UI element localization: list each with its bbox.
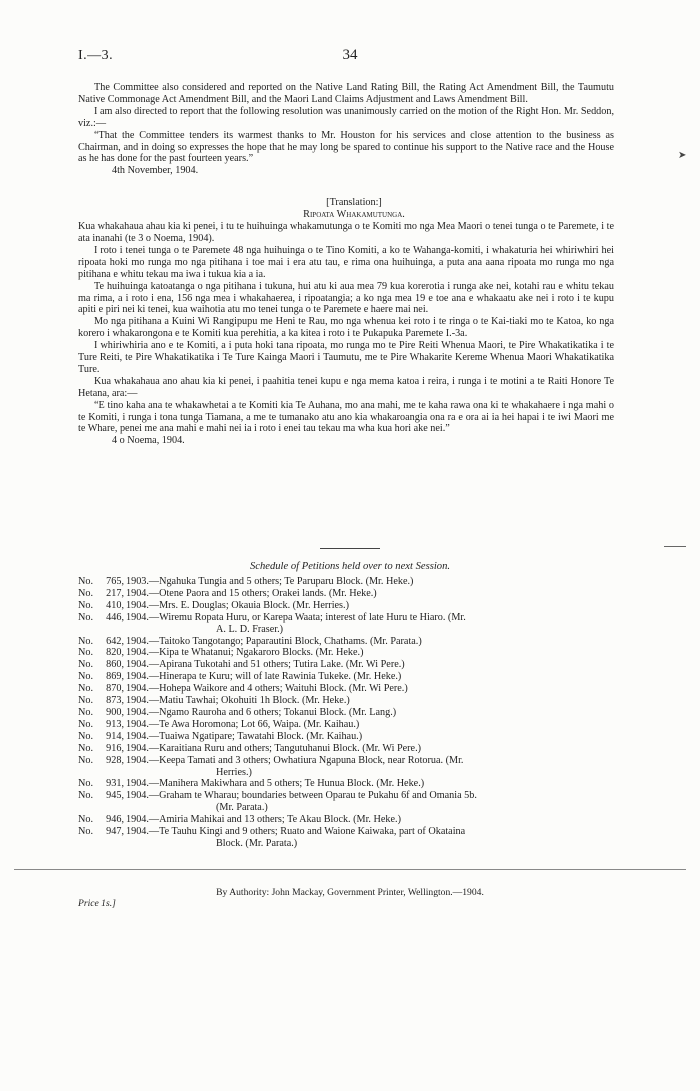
schedule-row bbox=[78, 612, 618, 636]
petition-description: 1904.—Manihera Makiwhara and 5 others; Te Hunua Block. (Mr. Heke.) bbox=[126, 778, 425, 790]
translation-paragraph: Kua whakahaua ano ahau kia ki penei, i paahitia tenei kupu e nga mema katoa i reira, i runga i te motini a te Raiti Honore Te Hetana, ara:— bbox=[78, 375, 614, 399]
petition-text bbox=[126, 659, 618, 671]
petition-text bbox=[126, 576, 618, 588]
petition-continuation: Block. (Mr. Parata.) bbox=[216, 837, 298, 849]
row-no-label: No. bbox=[78, 599, 93, 611]
petition-description: 1904.—Hinerapa te Kuru; will of late Rawinia Tukeke. (Mr. Heke.) bbox=[126, 671, 402, 683]
translation-title: Ripoata Whakamutunga. bbox=[303, 209, 405, 221]
petition-number: 765, bbox=[106, 576, 124, 587]
row-no-label: No. bbox=[78, 706, 93, 718]
schedule-row bbox=[78, 600, 618, 612]
petition-description: 1904.—Otene Paora and 15 others; Orakei lands. (Mr. Heke.) bbox=[126, 587, 377, 599]
row-no-label: No. bbox=[78, 790, 93, 802]
petition-text bbox=[126, 647, 618, 659]
row-no-label: No. bbox=[78, 742, 93, 754]
schedule-row bbox=[78, 790, 618, 814]
row-no-label: No. bbox=[78, 778, 93, 790]
petition-description: 1904.—Matiu Tawhai; Okohuiti 1h Block. (Mr. Heke.) bbox=[126, 695, 350, 707]
translation-paragraph: I roto i tenei tunga o te Paremete 48 nga huihuinga o te Tino Komiti, a ko te Wahanga-komiti, i whakaturia hei whiriwhiri hei ripoata hoki mo runga mo nga pitihana i toe mai i era atu tau, e rima ona huihuinga, a puta ana aana ripoata mo runga mo nga pitihana e whitu tekau ma iwa i tukua kia a ia. bbox=[78, 244, 614, 280]
petition-description: 1904.—Apirana Tukotahi and 51 others; Tutira Lake. (Mr. Wi Pere.) bbox=[126, 659, 405, 671]
petition-description: 1904.—Keepa Tamati and 3 others; Owhatiura Ngapuna Block, near Rotorua. (Mr. bbox=[126, 754, 464, 766]
schedule-row bbox=[78, 695, 618, 707]
report-paragraph: The Committee also considered and reported on the Native Land Rating Bill, the Rating Act Amendment Bill, the Taumutu Native Commonage Act Amendment Bill, and the Maori Land Claims Adjustment and Laws Amendment Bill. bbox=[78, 82, 614, 105]
row-no-label: No. bbox=[78, 659, 93, 671]
footer-rule bbox=[14, 869, 686, 870]
petition-description: 1903.—Ngahuka Tungia and 5 others; Te Paruparu Block. (Mr. Heke.) bbox=[126, 576, 414, 587]
translation-label: [Translation:] bbox=[326, 197, 382, 209]
schedule-row bbox=[78, 719, 618, 731]
schedule-row bbox=[78, 755, 618, 779]
petition-text bbox=[126, 814, 618, 826]
schedule-row bbox=[78, 576, 618, 588]
petition-text bbox=[126, 790, 618, 814]
petition-number: 931, bbox=[106, 778, 124, 790]
translation-paragraph: Kua whakahaua ahau kia ki penei, i tu te huihuinga whakamutunga o te Komiti mo nga Mea Maori o tenei tunga o te Paremete, i te ata inanahi (te 3 o Noema, 1904). bbox=[78, 221, 614, 244]
petition-number: 410, bbox=[106, 599, 124, 611]
petition-description: 1904.—Karaitiana Ruru and others; Tangutuhanui Block. (Mr. Wi Pere.) bbox=[126, 742, 422, 754]
petition-description: 1904.—Kipa te Whatanui; Ngakaroro Blocks. (Mr. Heke.) bbox=[126, 647, 364, 659]
petition-continuation: Herries.) bbox=[216, 766, 252, 778]
petition-number: 642, bbox=[106, 635, 124, 647]
schedule-row bbox=[78, 814, 618, 826]
petition-number: 947, bbox=[106, 826, 124, 838]
page-number: 34 bbox=[342, 47, 358, 63]
petition-text bbox=[126, 600, 618, 612]
row-no-label: No. bbox=[78, 671, 93, 683]
schedule-row bbox=[78, 826, 618, 850]
petition-number: 873, bbox=[106, 695, 124, 707]
row-no-label: No. bbox=[78, 683, 93, 695]
petition-description: 1904.—Te Awa Horomona; Lot 66, Waipa. (Mr. Kaihau.) bbox=[126, 718, 360, 730]
report-date: 4th November, 1904. bbox=[112, 165, 199, 177]
petition-text bbox=[126, 707, 618, 719]
section-divider bbox=[320, 548, 380, 549]
report-reference: I.—3. bbox=[78, 48, 114, 63]
schedule-title: Schedule of Petitions held over to next Session. bbox=[249, 561, 451, 572]
petition-number: 860, bbox=[106, 659, 124, 671]
row-no-label: No. bbox=[78, 814, 93, 826]
schedule-row bbox=[78, 659, 618, 671]
petition-number: 217, bbox=[106, 587, 124, 599]
row-no-label: No. bbox=[78, 695, 93, 707]
schedule-row bbox=[78, 683, 618, 695]
report-paragraph: “That the Committee tenders its warmest thanks to Mr. Houston for his services and close attention to the business as Chairman, and in doing so expresses the hope that he may long be spared to continue his support to the Native race and the House as he has done for the past fourteen years.” bbox=[78, 129, 614, 165]
petition-text bbox=[126, 731, 618, 743]
petition-schedule bbox=[78, 576, 618, 850]
petition-description: 1904.—Taitoko Tangotango; Paparautini Block, Chathams. (Mr. Parata.) bbox=[126, 635, 422, 647]
petition-continuation: (Mr. Parata.) bbox=[216, 802, 268, 814]
row-no-label: No. bbox=[78, 576, 93, 587]
row-no-label: No. bbox=[78, 754, 93, 766]
petition-number: 900, bbox=[106, 706, 124, 718]
petition-description: 1904.—Te Tauhu Kingi and 9 others; Ruato and Waione Kaiwaka, part of Okataina bbox=[126, 826, 466, 838]
schedule-row bbox=[78, 707, 618, 719]
report-paragraph: I am also directed to report that the following resolution was unanimously carried on the motion of the Right Hon. Mr. Seddon, viz.:— bbox=[78, 105, 614, 129]
row-no-label: No. bbox=[78, 635, 93, 647]
margin-mark-icon: ➤ bbox=[678, 150, 687, 161]
petition-text bbox=[126, 755, 618, 779]
schedule-row bbox=[78, 731, 618, 743]
row-no-label: No. bbox=[78, 730, 93, 742]
translation-date: 4 o Noema, 1904. bbox=[112, 435, 185, 447]
petition-text bbox=[126, 683, 618, 695]
petition-number: 946, bbox=[106, 814, 124, 826]
petition-text bbox=[126, 588, 618, 600]
petition-description: 1904.—Amiria Mahikai and 13 others; Te Akau Block. (Mr. Heke.) bbox=[126, 814, 401, 826]
translation-paragraph: Mo nga pitihana a Kuini Wi Rangipupu me Heni te Rau, mo nga whenua kei roto i te ringa o te Kai-tiaki mo te Katoa, ko nga korero i whakarongona e te Komiti kua perehitia, a ka kitea i roto i te Pukapuka Paremete I.-3a. bbox=[78, 316, 614, 340]
petition-description: 1904.—Hohepa Waikore and 4 others; Waituhi Block. (Mr. Wi Pere.) bbox=[126, 683, 408, 695]
row-no-label: No. bbox=[78, 718, 93, 730]
schedule-row bbox=[78, 588, 618, 600]
petition-text bbox=[126, 695, 618, 707]
petition-number: 446, bbox=[106, 611, 124, 623]
petition-number: 913, bbox=[106, 718, 124, 730]
schedule-row bbox=[78, 743, 618, 755]
row-no-label: No. bbox=[78, 587, 93, 599]
translation-paragraph: I whiriwhiria ano e te Komiti, a i puta hoki tana ripoata, mo runga mo te Pire Reiti Whenua Maori, te Pire Whakatikatika i te Ture Reiti, te Pire Whakatikatika i Te Ture Kainga Maori i Taumutu, me te Pire Whakarite Kereme Whenua Maori Whakatikatika Ture. bbox=[78, 340, 614, 375]
report-body bbox=[78, 82, 614, 447]
row-no-label: No. bbox=[78, 611, 93, 623]
translation-paragraph: “E tino kaha ana te whakawhetai a te Komiti kia Te Auhana, mo ana mahi, me te kaha rawa ona ki te whakahaere i nga mahi o te Komiti, i runga i tona tunga Tiamana, a me te tumanako atu ano kia whakaroangia ona ra e ora ai ia hei hapai i te iwi Maori me te Whare, penei me ana mahi e mahi nei ia i roto i enei tau tekau ma wha kua hori ake nei.” bbox=[78, 399, 614, 435]
petition-description: 1904.—Wiremu Ropata Huru, or Karepa Waata; interest of late Huru te Hiaro. (Mr. bbox=[126, 611, 466, 623]
petition-number: 914, bbox=[106, 730, 124, 742]
price-note: Price 1s.] bbox=[78, 898, 116, 909]
petition-text bbox=[126, 671, 618, 683]
petition-number: 820, bbox=[106, 647, 124, 659]
petition-text bbox=[126, 719, 618, 731]
petition-continuation: A. L. D. Fraser.) bbox=[216, 623, 284, 635]
petition-text bbox=[126, 826, 618, 850]
petition-description: 1904.—Tuaiwa Ngatipare; Tawatahi Block. (Mr. Kaihau.) bbox=[126, 730, 363, 742]
row-no-label: No. bbox=[78, 647, 93, 659]
petition-number: 870, bbox=[106, 683, 124, 695]
printer-authority: By Authority: John Mackay, Government Printer, Wellington.—1904. bbox=[216, 887, 484, 898]
petition-number: 928, bbox=[106, 754, 124, 766]
petition-text bbox=[126, 636, 618, 648]
schedule-row bbox=[78, 647, 618, 659]
schedule-row bbox=[78, 778, 618, 790]
petition-number: 869, bbox=[106, 671, 124, 683]
petition-number: 945, bbox=[106, 790, 124, 802]
petition-text bbox=[126, 778, 618, 790]
petition-number: 916, bbox=[106, 742, 124, 754]
petition-description: 1904.—Ngamo Rauroha and 6 others; Tokanui Block. (Mr. Lang.) bbox=[126, 706, 397, 718]
petition-text bbox=[126, 743, 618, 755]
schedule-row bbox=[78, 636, 618, 648]
petition-description: 1904.—Graham te Wharau; boundaries between Oparau te Pukahu 6f and Omania 5b. bbox=[126, 790, 477, 802]
translation-paragraph: Te huihuinga katoatanga o nga pitihana i tukuna, hui atu ki aua mea 79 kua korerotia i runga ake nei, kotahi rau e whitu tekau ma rima, a i roto i ena, 156 nga mea i whakahaerea, i ripoatangia; a ko nga mea 19 e toe ana e whakaatu ake nei i roto i te kupu apiti e piri nei ki tenei, kua waihotia atu mo tenei tunga o te Paremete e haere mai nei. bbox=[78, 280, 614, 316]
petition-description: 1904.—Mrs. E. Douglas; Okauia Block. (Mr. Herries.) bbox=[126, 599, 349, 611]
row-no-label: No. bbox=[78, 826, 93, 838]
margin-tick bbox=[664, 546, 686, 547]
petition-text bbox=[126, 612, 618, 636]
schedule-row bbox=[78, 671, 618, 683]
